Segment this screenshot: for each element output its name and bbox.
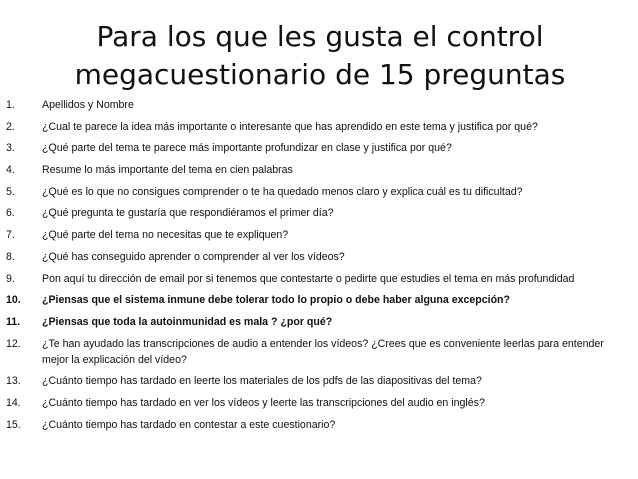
question-number: 6. [6, 207, 15, 220]
question-number: 13. [6, 375, 21, 388]
question-item-4 [0, 162, 638, 178]
question-item-13 [0, 373, 638, 389]
question-text: ¿Cuánto tiempo has tardado en ver los vídeos y leerte las transcripciones del audio en inglés? [42, 396, 485, 409]
question-item-8 [0, 249, 638, 265]
question-number: 15. [6, 418, 21, 431]
question-item-3 [0, 140, 638, 156]
question-item-15 [0, 417, 638, 433]
question-text: ¿Te han ayudado las transcripciones de audio a entender los vídeos? ¿Crees que es conveniente leerlas para entender mejor la explicación del vídeo? [42, 337, 604, 366]
question-text: ¿Cual te parece la idea más importante o interesante que has aprendido en este tema y justifica por qué? [42, 120, 538, 133]
question-text: ¿Piensas que el sistema inmune debe tolerar todo lo propio o debe haber alguna excepción? [42, 294, 510, 307]
slide-title [40, 18, 600, 94]
question-text: Apellidos y Nombre [42, 99, 134, 111]
question-number: 2. [6, 120, 15, 133]
question-text: ¿Cuánto tiempo has tardado en leerte los materiales de los pdfs de las diapositivas del tema? [42, 375, 482, 388]
question-number: 14. [6, 396, 21, 409]
question-item-2 [0, 119, 638, 135]
question-text: ¿Qué es lo que no consigues comprender o te ha quedado menos claro y explica cuál es tu dificultad? [42, 185, 523, 198]
question-text: ¿Cuánto tiempo has tardado en contestar a este cuestionario? [42, 418, 336, 431]
question-item-10 [0, 292, 638, 308]
question-item-7 [0, 227, 638, 243]
question-item-12 [0, 336, 638, 368]
title-line-2: megacuestionario de 15 preguntas [74, 58, 566, 91]
question-number: 1. [6, 99, 15, 111]
question-text: ¿Qué parte del tema no necesitas que te expliquen? [42, 229, 289, 242]
question-item-11 [0, 314, 638, 330]
question-item-14 [0, 395, 638, 411]
question-number: 8. [6, 250, 15, 263]
question-text: Resume lo más importante del tema en cien palabras [42, 164, 293, 177]
question-item-5 [0, 184, 638, 200]
question-number: 12. [6, 337, 21, 350]
question-text: ¿Qué pregunta te gustaría que respondiéramos el primer día? [42, 207, 334, 220]
question-number: 9. [6, 272, 15, 285]
question-number: 4. [6, 164, 15, 177]
question-number: 3. [6, 142, 15, 155]
question-number: 7. [6, 229, 15, 242]
question-list [0, 97, 638, 438]
question-item-9 [0, 271, 638, 287]
question-number: 10. [6, 294, 21, 307]
title-line-1: Para los que les gusta el control [96, 20, 544, 53]
question-item-6 [0, 205, 638, 221]
question-text: ¿Qué parte del tema te parece más importante profundizar en clase y justifica por qué? [42, 142, 452, 155]
question-text: ¿Piensas que toda la autoinmunidad es mala ? ¿por qué? [42, 315, 333, 328]
question-text: Pon aquí tu dirección de email por si tenemos que contestarte o pedirte que estudies el tema en más profundidad [42, 272, 575, 285]
question-text: ¿Qué has conseguido aprender o comprender al ver los vídeos? [42, 250, 345, 263]
question-number: 11. [6, 315, 21, 328]
question-number: 5. [6, 185, 15, 198]
question-item-1 [0, 97, 638, 113]
